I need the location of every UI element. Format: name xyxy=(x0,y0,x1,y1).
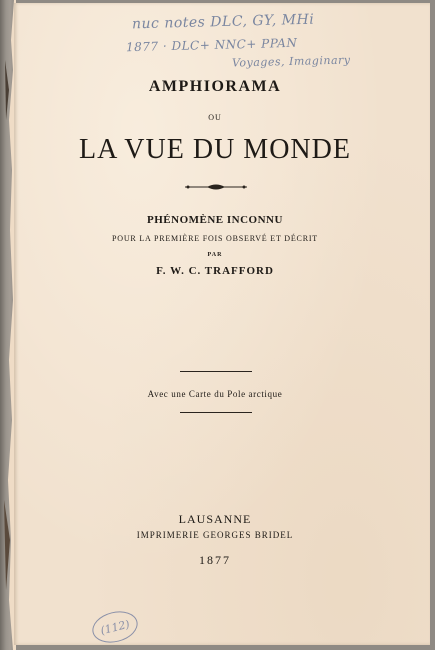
stamp-text: (112) xyxy=(99,617,131,637)
title-small: AMPHIORAMA xyxy=(148,78,282,95)
author: F. W. C. TRAFFORD xyxy=(156,265,274,277)
title-page xyxy=(14,3,430,645)
subtitle: PHÉNOMÈNE INCONNU xyxy=(147,214,283,226)
handwritten-note-line3: Voyages, Imaginary xyxy=(231,53,351,70)
year: 1877 xyxy=(199,553,231,567)
publisher: IMPRIMERIE GEORGES BRIDEL xyxy=(136,530,294,540)
ornament-divider xyxy=(185,182,247,192)
handwritten-note-line2: 1877 · DLC+ NNC+ PPAN xyxy=(125,35,298,55)
title-conjunction: OU xyxy=(208,113,222,122)
handwritten-note-line1: nuc notes DLC, GY, MHi xyxy=(131,11,315,33)
rule-top xyxy=(180,371,252,372)
rule-bottom xyxy=(180,412,252,413)
subtitle-line2: POUR LA PREMIÈRE FOIS OBSERVÉ ET DÉCRIT xyxy=(112,234,318,243)
city: LAUSANNE xyxy=(178,512,252,526)
map-note: Avec une Carte du Pole arctique xyxy=(147,389,283,399)
by-label: PAR xyxy=(207,252,223,258)
main-title: LA VUE DU MONDE xyxy=(79,134,351,165)
